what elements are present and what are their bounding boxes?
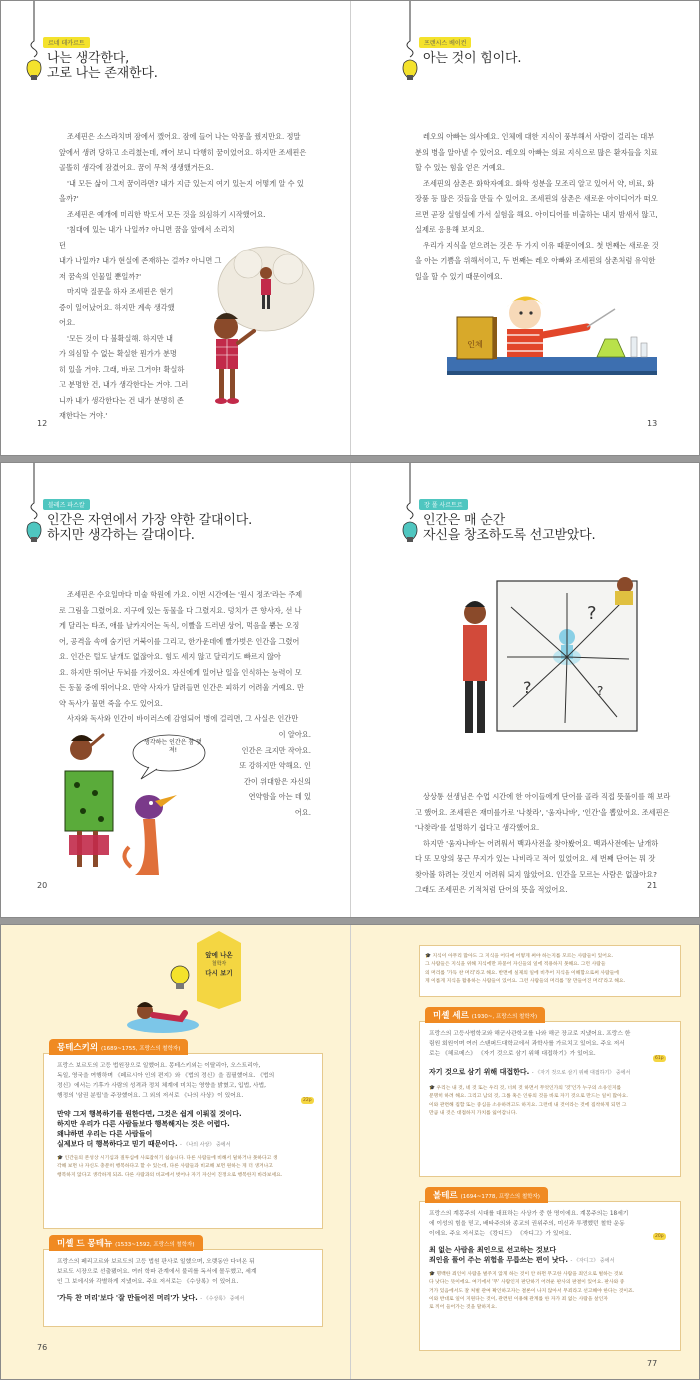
continued-note: 🎓 지식이 아무리 많아도 그 지식을 어디에 어떻게 써야 하는지를 모르는 사람들이 있어요. 그 사람들은 지식을 위해 지식에만 파묻어 자신들의 일에 적용하지 못해요. 그런 사람들 의 머리를 '가득 찬 머리'라고 해요. 반면에 실제의 일에 비추어 지식을 이해함으로써 사람들에 게 이롭게 지식을 활용하는 사람들이 있어요. 그런 사람들의 머리를 '잘 만들어진 머리'라고 해요. (425, 954, 626, 984)
spread-pages-12-13 (0, 0, 700, 456)
philosopher-note: 🎓 인간들의 본성상 시기심과 질투심에 사로잡히기 쉽습니다. 다른 사람들에 비해서 덜하거나 못하다고 생 각해 보면 나 자신도 충분히 행복하다고 할 수 있는데, 다른 사람들과 비교해 보면 원하는 게 더 생겨나고 행복하지 않다고 생각하게 되죠. 다른 사람과의 비교에서 벗어나 자기 자신이 진정으로 행복한지 바라보세요. (57, 1156, 283, 1178)
page-77 (351, 925, 700, 1379)
svg-text:?: ? (587, 603, 597, 624)
philosopher-name-tab: 미셸 드 몽테뉴 (1533~1592, 프랑스의 철학자) (49, 1235, 203, 1251)
spread-pages-76-77 (0, 924, 700, 1380)
page-number: 20 (37, 881, 48, 890)
page-ref-stamp: 22p (303, 1098, 312, 1103)
page-title: 나는 생각한다, 고로 나는 존재한다. (47, 51, 158, 81)
page-title: 인간은 매 순간 자신을 창조하도록 선고받았다. (423, 513, 596, 543)
body-text-narrow: 이 알아요. 인간은 크지만 작아요. 또 강하지만 약해요. 인 간이 위대함은 자신의 연약함을 아는 데 있 어요. (239, 730, 311, 817)
philosopher-tag: 르네 데카르트 (43, 37, 90, 48)
page-title: 인간은 자연에서 가장 약한 갈대이다. 하지만 생각하는 갈대이다. (47, 513, 253, 543)
body-text: 조세핀은 소스라치며 잠에서 깼어요. 잠에 들어 나는 악몽을 꿨지만요. 정말 앞에서 생려 당하고 소리쳤는데, 깨어 보니 다행히 꿈이었어요. 하지만 조세핀은 골똘히 생각에 잠겼어요. 꿈이 무척 생생했거든요. '내 모든 삶이 그저 꿈이라면? 내가 지금 있는지 여기 있는지 어떻게 알 수 있 을까?' 조세핀은 예개에 미리한 박도서 모든 것을 의심하기 시작했어요. (59, 132, 307, 219)
page-number: 77 (647, 1359, 658, 1368)
philosopher-quote: 최 없는 사람을 최인으로 선고하는 것보다 죄인을 풀어 주는 위험을 무릅쓰는 편이 낫다. - 《자디그》 중에서 (429, 1246, 615, 1264)
philosopher-name-tab: 볼테르 (1694~1778, 프랑스의 철학자) (425, 1187, 548, 1203)
lightbulb-icon (23, 463, 45, 543)
body-text: 조세핀은 수요일마다 미술 학원에 가요. 이번 시간에는 '원시 정조'라는 주제 로 그림을 그렸어요. 지구에 있는 동물을 다 그렸지요. 덩치가 큰 향사자, 선 나 게 달리는 타조, 애를 날카지어는 독식, 이빨을 드러낸 상어, 먹음을 뿜는 오징 어, 공격을 속에 숨기던 거북이를 그리고, 한가운데에 빨가벗은 인간을 그렸어 요. 인간은 털도 날개도 없잖아요. 힘도 세지 않고 달리기도 빠르지 않아 요. 하지만 뛰어난 두뇌를 가졌어요. 자신에게 일어난 일을 인식하는 능력이 모 든 동물 중에 뛰어나요. 만약 사자가 달려들면 인간은 피하기 어려울 거예요. 만 약 독사가 물면 죽을 수도 있어요. 사자와 독사와 인간이 바이러스에 감염되어 병에 걸리면, 그 사실은 인간만 (59, 590, 304, 723)
boy-maze-poster-illustration (447, 567, 643, 743)
page-number: 13 (647, 419, 658, 428)
hat-icon: 🎓 (429, 1086, 435, 1091)
speech-bubble: 생각하는 인간은 참 멋져! (144, 739, 202, 754)
page-number: 12 (37, 419, 48, 428)
body-text-narrow: '침대에 있는 내가 나일까? 아니면 꿈을 앞에서 소리치던 내가 나일까? 내가 현실에 존재하는 걸까? 아니면 그 저 꿈속의 인물일 뿐일까?' 마지막 질문을 하자 조세핀은 현기 증이 일어났어요. 하지만 계속 생각했 어요. '모든 것이 다 불확실해. 하지만 내 가 의심할 수 없는 확실한 뭔가가 분명 히 있을 거야. 그래, 바로 그거야! 확실하 고 분명한 건, 내가 생각한다는 거야. 그러 니까 내가 생각한다는 건 내가 분명히 존 재한다는 거야.' (59, 225, 235, 420)
lightbulb-icon (399, 1, 421, 81)
page-20 (1, 463, 351, 917)
page-number: 76 (37, 1343, 48, 1352)
page-ref-stamp: 20p (655, 1234, 664, 1239)
philosopher-note: 🎓 명백한 죄인이 사람을 벌주지 않게 하는 것이 안 하면 무고한 사람을 죄인으로 벌하는 것보 다 낫다는 뜻이에요. 여기에서 '무' 사람인지 판단하기 어려운 판사의 판결이 있어요. 판사와 중 거가 있음에서도 잘 처벌 관여 확인하고자는 결론이 나지 않아서 무죄라고 선고해야 한다는 것이죠. 이와 반대로 일이 지원다는 것이, 관련된 이용해 관계를 한 자가 죄 없는 사람을 살인자 로 끼어 들어가는 것을 말하지요. (429, 1272, 635, 1311)
svg-text:?: ? (523, 678, 532, 697)
philosopher-note: 🎓 우리는 내 것, 네 것 또는 우리 것, 너희 것 하면서 무엇인가의 '것'인가 누구의 소유인지를 분명히 하려 해요. 그리고 남의 것, 그룹 혹은 인류의 것을 바로 자기 것으로 만드는 일이 많아요. 이와 관련해 집합 또는 중심을 소유하려고도 하지요. 그런데 내 것이라는 것에 집착하게 되면 그 만큼 내 것은 대접하지 가치를 잃어갑니다. (429, 1086, 628, 1116)
page-ref-stamp: 61p (655, 1056, 664, 1061)
hat-icon: 🎓 (57, 1156, 63, 1161)
philosopher-tag: 장 폴 사르트르 (419, 499, 468, 510)
lightbulb-icon (399, 463, 421, 543)
philosopher-bio: 프랑스의 페리고르와 보르도의 고등 법원 판사로 일했으며, 오랫동안 다녀온 뒤 보르도 시장으로 선출됐어요. 여러 학파 관계에서 불리를 독서에 몰두했고, 세계 인 그 보에시와 각별하게 지냈어요. 주요 저서로는 《수상록》이 있어요. (57, 1259, 257, 1285)
philosopher-tag: 프랜시스 베이컨 (419, 37, 471, 48)
philosopher-quote: 자기 것으로 삼기 위해 대접한다. - 《자기 것으로 삼기 위해 대접하기》 중에서 (429, 1068, 631, 1076)
hat-icon: 🎓 (429, 1272, 435, 1277)
philosopher-quote: '가득 찬 머리'보다 '잘 만들어진 머리'가 낫다. - 《수상록》 중에서 (57, 1294, 245, 1302)
body-text: 레오의 아빠는 의사예요. 인체에 대한 지식이 풍부해서 사람이 걸리는 대부 분의 병을 알아낼 수 있어요. 레오의 아빠는 의료 지식으로 많은 환자들을 치료 할 수 있는 힘을 얻은 거예요. 조세핀의 삼촌은 화학자예요. 화학 성분을 모조리 알고 있어서 약, 비료, 화 장품 등 많은 것들을 만들 수 있어요. 조세핀의 삼촌은 새로운 아이디어가 떠오 르면 곧장 실험실에 가서 실험을 해요. 아이디어를 비출하는 내지 밤새서 않고, 실제로 응용해 보지요. 우리가 지식을 얻으려는 것은 두 가지 이유 때문이에요. 첫 번째는 새로운 것 을 아는 기쁨을 위해서이고, 두 번째는 레오 아빠와 조세핀의 삼촌처럼 유익한 일을 할 수 있기 때문이에요. (415, 132, 659, 281)
hat-icon: 🎓 (425, 954, 431, 959)
philosopher-bio: 프랑스의 계몽주의 시대를 대표하는 사상가 중 한 명이에요. 계몽주의는 18세기 에 이성의 힘을 믿고, 배타주의와 종교의 권위주의, 미신과 투쟁했던 철학 운동 이에요. 주요 저서로는 《캉디드》 《자디그》가 있어요. (429, 1211, 629, 1237)
boy-lab-illustration (447, 287, 657, 397)
page-12 (1, 1, 351, 455)
philosopher-bio: 프랑스의 고등사범학교와 해군사관학교를 나와 해군 장교로 지냈어요. 프랑스 한 림원 회원이며 여러 스탠퍼드대학교에서 과학사를 가르치고 있어요. 주요 저서 로는 《헤르메스》 《자기 것으로 삼기 위해 대접하기》가 있어요. (429, 1031, 631, 1057)
page-number: 21 (647, 881, 658, 890)
book-label: 인체 (467, 340, 483, 349)
page-21 (351, 463, 700, 917)
girl-dreaming-illustration (196, 239, 326, 409)
philosopher-quote: 만약 그저 행복하기를 원한다면, 그것은 쉽게 이뤄질 것이다. 하지만 우리가 다른 사람들보다 행복해지는 것은 어렵다. 왜냐하면 우리는 다른 사람들이 실제보다 더 행복하다고 믿기 때문이다. - 《나의 사상》 중에서 (57, 1110, 242, 1148)
lightbulb-icon (23, 1, 45, 81)
page-13 (351, 1, 700, 455)
page-title: 아는 것이 힘이다. (423, 51, 522, 66)
spread-pages-20-21 (0, 462, 700, 918)
body-text: 상상통 선생님은 수업 시간에 한 아이들에게 단어를 골라 직접 뜻풀이를 해 보라 고 했어요. 조세핀은 재미를가로 '나찾라', '움자나바', '인간'을 뽑았어요. 조세핀은 '나찾라'를 설명하기 쉽다고 생각했어요. 하지만 '움자나바'는 어려워서 백과사전을 찾아봤어요. 백과사전에는 날개하 다 또 모양의 뭉근 무지가 있는 나비라고 적어 있었어요. 세 번째 단어는 뭐 잣 찾아볼 하려는 것인지 어려워 되지 않았어요. 인간을 모르는 사람은 없잖아요? 그래도 조세핀은 기적처럼 단어의 뜻을 적었어요. (415, 792, 671, 894)
review-badge: 앞에 나온 철학자 다시 보기 (205, 951, 233, 977)
philosopher-name-tab: 미셸 세르 (1930~, 프랑스의 철학자) (425, 1007, 545, 1023)
page-76 (1, 925, 351, 1379)
philosopher-tag: 블레즈 파스칼 (43, 499, 90, 510)
svg-text:?: ? (597, 684, 604, 698)
philosopher-name-tab: 몽테스키외 (1689~1755, 프랑스의 철학자) (49, 1039, 188, 1055)
philosopher-bio: 프랑스 보르도의 고등 법원장으로 일했어요. 몽테스키외는 이탈리아, 오스트리아, 독일, 영국을 여행하며 《페르시아 인의 편지》와 《법의 정신》을 집필했어요. 《법의 정신》에서는 기후가 사람의 성격과 정치 체계에 미치는 영향을 밝혔고, 입법, 사법, 행정의 '삼권 분립'을 주장했어요. 그 외의 저서로 《나의 사상》이 있어요. (57, 1063, 275, 1099)
reclining-girl-illustration (123, 989, 203, 1035)
